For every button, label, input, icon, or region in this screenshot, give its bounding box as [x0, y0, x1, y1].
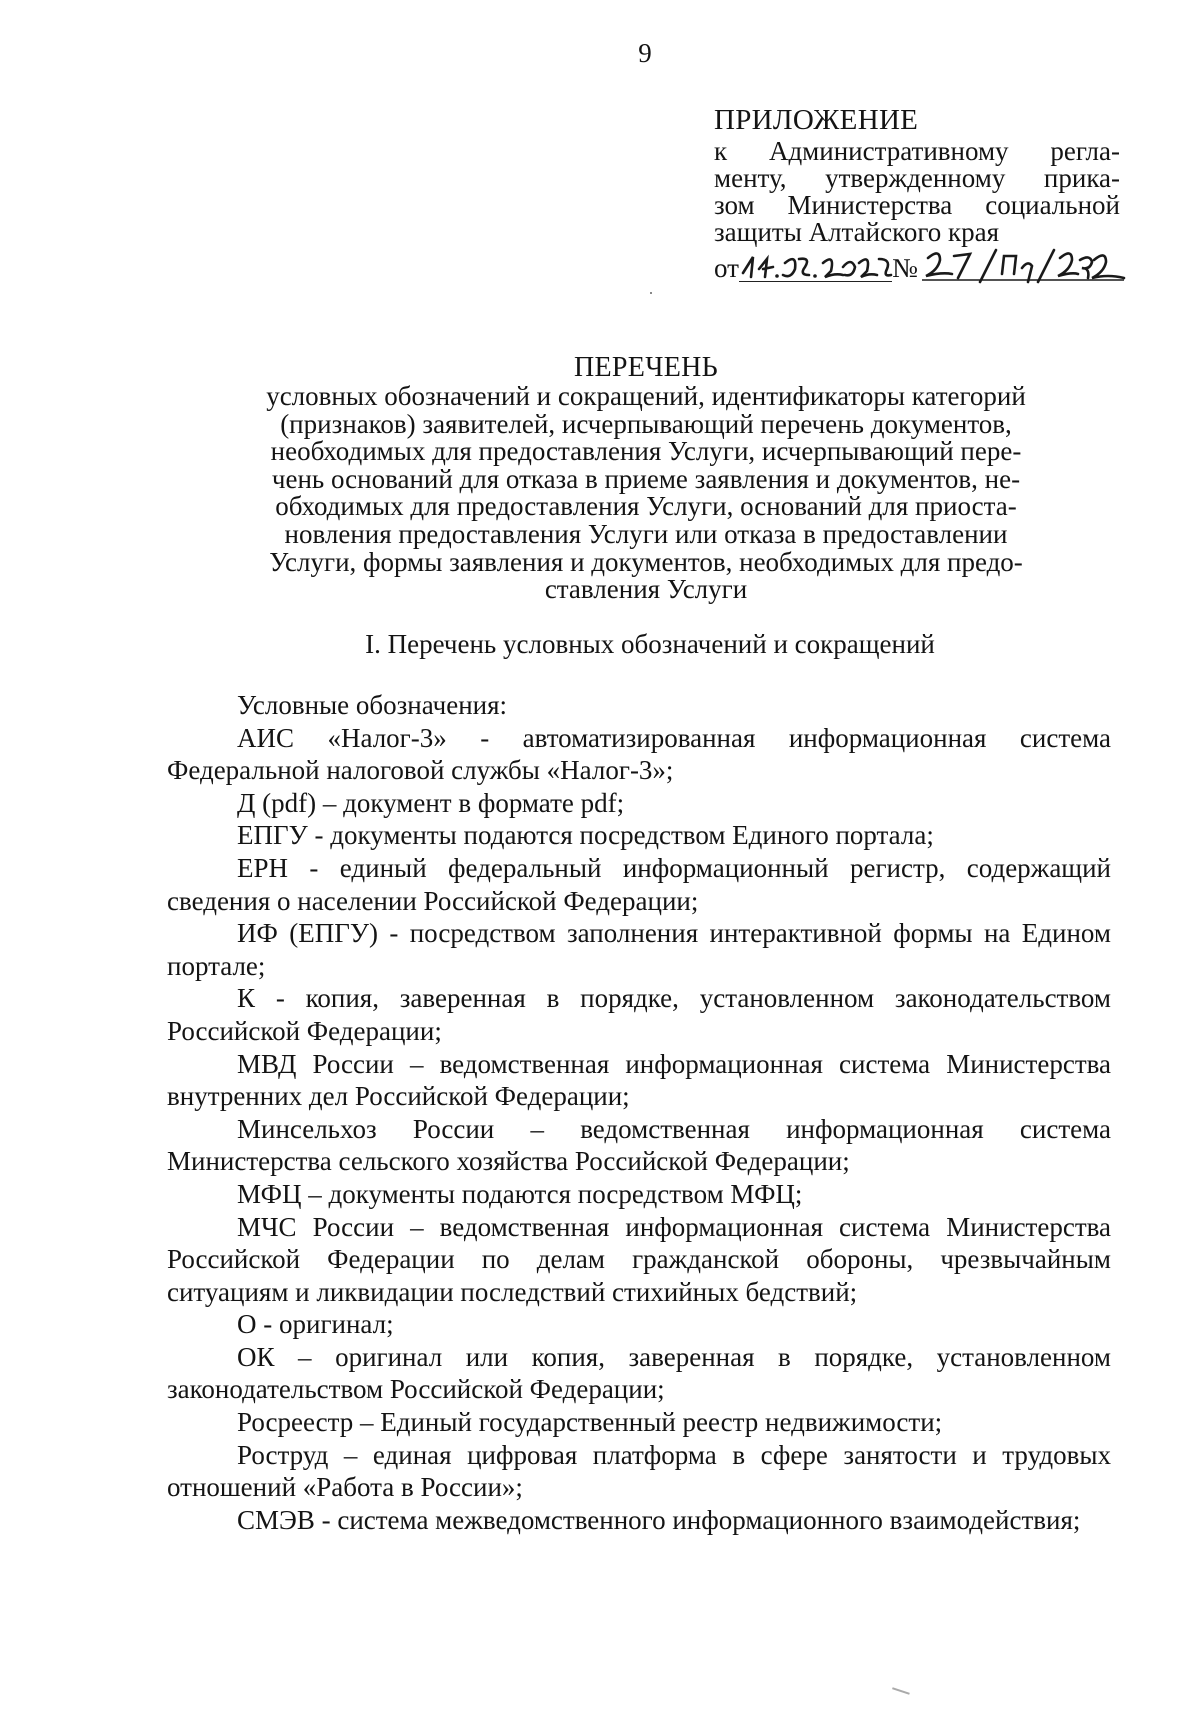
page-number: 9 — [638, 38, 652, 68]
abbreviation-entry: МЧС России – ведомственная информационная система Министерства Российской Федерации по делам гражданской обороны, чрезвычайным ситуациям и ликвидации последствий стихийных бедствий; — [167, 1211, 1111, 1307]
abbreviation-entry: О - оригинал; — [237, 1309, 394, 1340]
subtitle-line: (признаков) заявителей, исчерпывающий перечень документов, — [280, 408, 1012, 439]
legend-intro: Условные обозначения: — [237, 690, 508, 720]
abbreviation-entry: ЕПГУ - документы подаются посредством Единого портала; — [237, 820, 934, 851]
appendix-line: менту, утвержденному прика- — [714, 163, 1120, 193]
abbreviation-entry: ОК – оригинал или копия, заверенная в порядке, установленном законодательством Российской Федерации; — [167, 1341, 1111, 1405]
date-prefix: от — [714, 253, 739, 283]
abbreviation-entry: Роструд – единая цифровая платформа в сфере занятости и трудовых отношений «Работа в России»; — [167, 1439, 1111, 1503]
abbreviation-entry: Д (pdf) – документ в формате pdf; — [237, 787, 625, 818]
abbreviation-entry: К - копия, заверенная в порядке, установленном законодательством Российской Федерации; — [167, 983, 1111, 1046]
subtitle-line: условных обозначений и сокращений, идентификаторы категорий — [266, 381, 1026, 411]
appendix-date-number-row — [714, 246, 1120, 282]
appendix-text — [714, 138, 1120, 246]
handwritten-date-scribble — [739, 247, 899, 285]
document-title: ПЕРЕЧЕНЬ — [574, 352, 718, 383]
subtitle-line: новления предоставления Услуги или отказа в предоставлении — [284, 518, 1008, 549]
appendix-line: зом Министерства социальной — [714, 190, 1120, 220]
abbreviation-entry: Росреестр – Единый государственный реестр недвижимости; — [237, 1407, 943, 1438]
appendix-line: к Административному регла- — [714, 136, 1120, 166]
subtitle-line: ставления Услуги — [544, 574, 748, 605]
subtitle-line: Услуги, формы заявления и документов, необходимых для предо- — [269, 546, 1023, 577]
handwritten-number — [918, 254, 1120, 282]
abbreviation-entry: МВД России – ведомственная информационная система Министерства внутренних дел Российской Федерации; — [167, 1048, 1111, 1112]
subtitle-line: чень оснований для отказа в приеме заявления и документов, не- — [271, 463, 1021, 494]
abbreviation-entry: АИС «Налог-3» - автоматизированная информационная система Федеральной налоговой службы «Налог-3»; — [167, 722, 1111, 786]
abbreviation-entry: Минсельхоз России – ведомственная информационная система Министерства сельского хозяйства Российской Федерации; — [167, 1113, 1111, 1177]
scan-speck — [650, 292, 652, 294]
subtitle-line: обходимых для предоставления Услуги, оснований для приоста- — [275, 491, 1017, 522]
abbreviation-entry: СМЭВ - система межведомственного информационного взаимодействия; — [237, 1504, 1081, 1535]
scan-speck — [892, 1687, 910, 1694]
abbreviation-entry: ИФ (ЕПГУ) - посредством заполнения интерактивной формы на Едином портале; — [167, 918, 1111, 981]
appendix-line: защиты Алтайского края — [714, 217, 1000, 247]
handwritten-number-scribble — [918, 246, 1128, 286]
subtitle-line: необходимых для предоставления Услуги, исчерпывающий пере- — [270, 436, 1022, 467]
document-subtitle — [236, 383, 1056, 604]
number-prefix: № — [892, 253, 918, 283]
abbreviation-entry: ЕРН - единый федеральный информационный регистр, содержащий сведения о населении Российской Федерации; — [167, 852, 1111, 916]
appendix-block — [714, 102, 1120, 282]
appendix-title: ПРИЛОЖЕНИЕ — [714, 104, 919, 136]
section-heading: I. Перечень условных обозначений и сокращений — [365, 629, 935, 659]
abbreviation-entry: МФЦ – документы подаются посредством МФЦ; — [237, 1178, 803, 1209]
handwritten-date — [739, 253, 892, 282]
abbreviations-list — [167, 689, 1111, 1536]
